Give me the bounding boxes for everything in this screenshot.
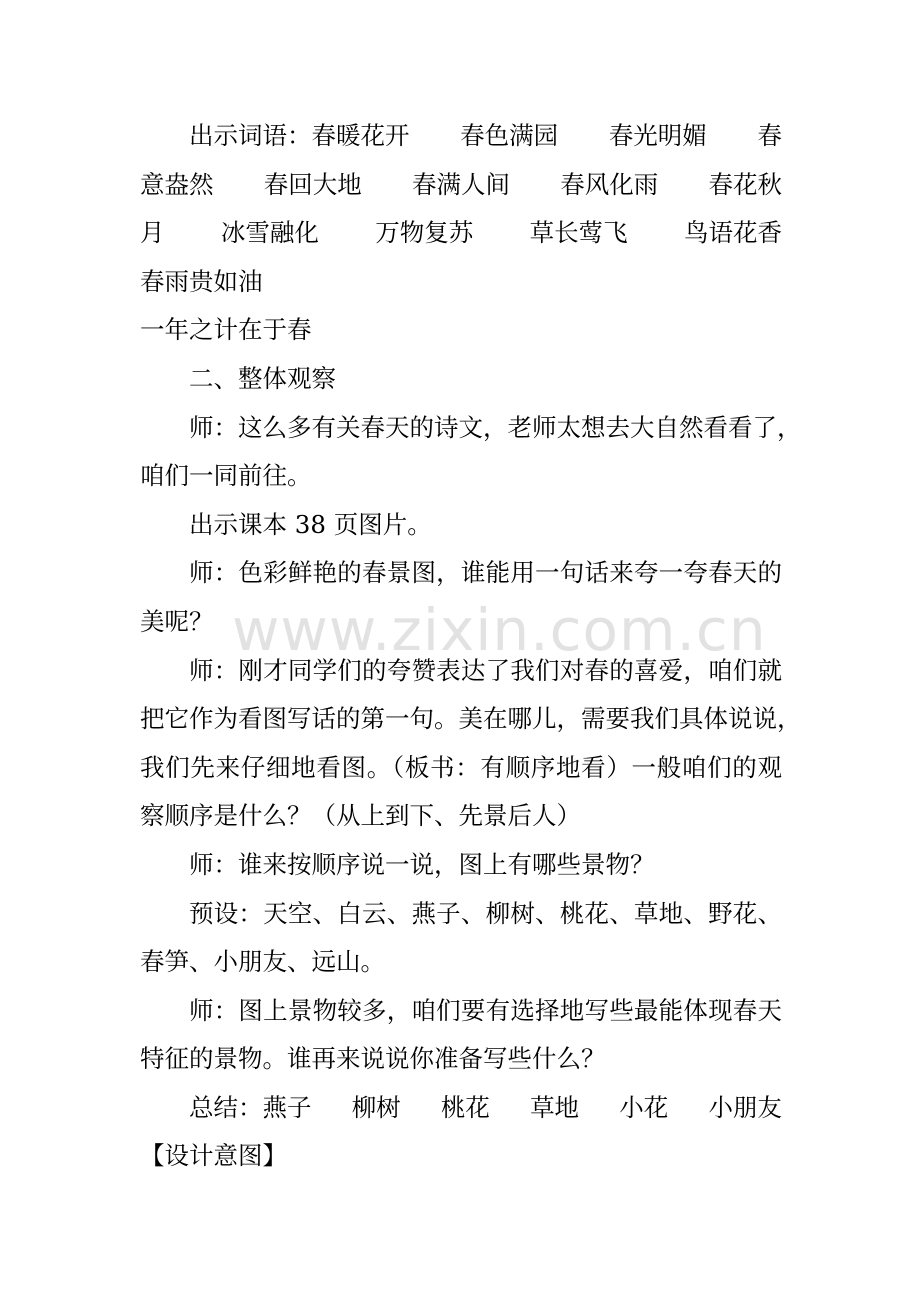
paragraph-line: 美呢？: [140, 606, 214, 636]
proverb-line: 一年之计在于春: [140, 315, 312, 345]
word-item: 春暖花开: [311, 121, 410, 150]
word-list-row-3: [140, 209, 782, 258]
summary-item: 草地: [530, 1092, 580, 1122]
word-list-row-2: [140, 161, 782, 210]
word-list-lead: 出示词语：: [189, 121, 312, 150]
section-heading: 二、整体观察: [189, 363, 336, 393]
word-item: 鸟语花香: [684, 218, 782, 248]
document-body: [140, 112, 802, 1181]
word-item: 月: [140, 218, 165, 248]
summary-lead-and-first: [189, 1084, 312, 1133]
word-item: 万物复苏: [375, 218, 474, 248]
summary-lead: 总结：: [189, 1092, 263, 1122]
word-item: 春: [757, 121, 782, 150]
word-list-lead-and-first: [189, 112, 410, 161]
word-item: 春回大地: [263, 169, 362, 199]
paragraph-line: 出示课本 38 页图片。: [189, 509, 432, 539]
word-item: 春色满园: [460, 121, 559, 150]
word-item: 春满人间: [412, 169, 510, 199]
word-item: 意盎然: [140, 169, 214, 199]
paragraph-line: 特征的景物。谁再来说说你准备写些什么？: [140, 1044, 606, 1074]
word-item: 冰雪融化: [220, 218, 319, 248]
proverb-line: 春雨贵如油: [140, 266, 263, 296]
summary-item: 小朋友: [708, 1092, 782, 1122]
paragraph-line: 春笋、小朋友、远山。: [140, 947, 385, 977]
word-item: 春风化雨: [560, 169, 659, 199]
word-list-row-1: [140, 112, 782, 161]
paragraph-line: 把它作为看图写话的第一句。美在哪儿，需要我们具体说说，: [140, 704, 802, 734]
paragraph-line: 师：刚才同学们的夸赞表达了我们对春的喜爱，咱们就: [189, 655, 782, 685]
summary-item: 燕子: [262, 1092, 312, 1122]
watermark: www.zixin.com.cn: [232, 596, 767, 664]
design-intent-heading: 【设计意图】: [140, 1141, 287, 1171]
paragraph-line: 我们先来仔细地看图。（板书：有顺序地看）一般咱们的观: [140, 752, 782, 782]
paragraph-line: 预设：天空、白云、燕子、柳树、桃花、草地、野花、: [189, 898, 782, 928]
paragraph-line: 师：谁来按顺序说一说，图上有哪些景物？: [189, 849, 655, 879]
paragraph-line: 师：色彩鲜艳的春景图，谁能用一句话来夸一夸春天的: [189, 558, 782, 588]
word-item: 春花秋: [708, 169, 782, 199]
word-item: 草长莺飞: [529, 218, 628, 248]
summary-item: 柳树: [351, 1092, 401, 1122]
word-item: 春光明媚: [608, 121, 707, 150]
paragraph-line: 咱们一同前往。: [140, 461, 312, 491]
paragraph-line: 师：图上景物较多，咱们要有选择地写些最能体现春天: [189, 995, 782, 1025]
summary-item: 桃花: [440, 1092, 490, 1122]
summary-item: 小花: [619, 1092, 669, 1122]
paragraph-line: 师：这么多有关春天的诗文，老师太想去大自然看看了，: [189, 412, 802, 442]
summary-row: [140, 1084, 782, 1133]
paragraph-line: 察顺序是什么？（从上到下、先景后人）: [140, 801, 581, 831]
